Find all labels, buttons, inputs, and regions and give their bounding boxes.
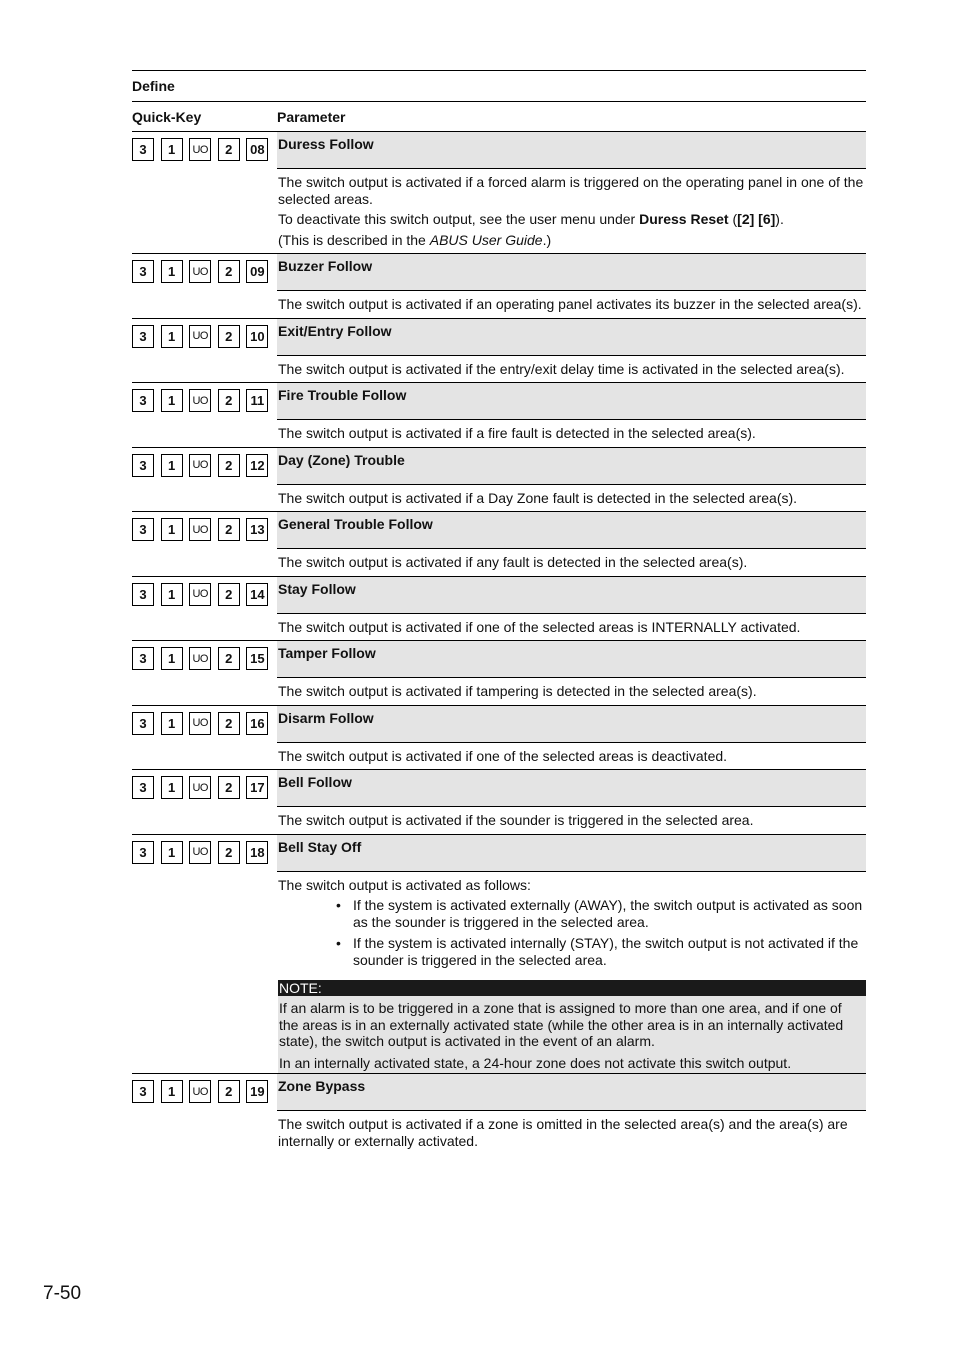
description-text: The switch output is activated if a fire fault is detected in the selected area(s).: [278, 425, 756, 441]
key-cap: 2: [218, 712, 240, 735]
key-cap: UO: [189, 325, 211, 348]
key-cap-code: 09: [246, 260, 268, 283]
parameter-table: [132, 70, 866, 1154]
menu-reference: Duress Reset: [639, 211, 729, 227]
bullet-item: • If the system is activated internally (STAY), the switch output is not activated if the sounder is triggered in the selected area.: [336, 935, 866, 968]
table-row: [132, 253, 866, 318]
key-cap: 3: [132, 712, 154, 735]
key-cap: 1: [161, 583, 183, 606]
key-cap: UO: [189, 138, 211, 161]
parameter-title: Stay Follow: [277, 577, 866, 614]
parameter-cell: [277, 319, 866, 383]
parameter-title: Disarm Follow: [277, 706, 866, 743]
key-cap: 3: [132, 841, 154, 864]
table-row: [132, 447, 866, 512]
key-cap: 1: [161, 138, 183, 161]
table-row: [132, 640, 866, 705]
table-row: [132, 318, 866, 383]
parameter-cell: [277, 577, 866, 641]
parameter-cell: [277, 448, 866, 512]
key-cap: 1: [161, 389, 183, 412]
parameter-title: Zone Bypass: [277, 1074, 866, 1111]
key-cap-code: 19: [246, 1080, 268, 1103]
key-cap: 3: [132, 776, 154, 799]
parameter-description: [277, 678, 866, 705]
key-cap: 1: [161, 647, 183, 670]
quick-key-sequence: [132, 383, 277, 447]
key-cap: 3: [132, 518, 154, 541]
key-cap: 3: [132, 325, 154, 348]
parameter-cell: [277, 132, 866, 253]
key-cap-code: 14: [246, 583, 268, 606]
key-cap: 3: [132, 583, 154, 606]
guide-reference: ABUS User Guide: [429, 231, 543, 248]
note-box: [278, 996, 866, 1073]
key-cap: 2: [218, 841, 240, 864]
quick-key-sequence: [132, 319, 277, 383]
key-cap-code: 18: [246, 841, 268, 864]
key-reference: [2] [6]: [737, 211, 776, 227]
parameter-title: Bell Follow: [277, 770, 866, 807]
parameter-title: Tamper Follow: [277, 641, 866, 678]
key-cap: 3: [132, 1080, 154, 1103]
key-cap-code: 13: [246, 518, 268, 541]
key-cap: UO: [189, 776, 211, 799]
text-run: .): [542, 231, 552, 248]
key-cap: UO: [189, 583, 211, 606]
description-text: The switch output is activated if the sounder is triggered in the selected area.: [278, 812, 754, 828]
text-run: (This is described in the: [278, 231, 430, 248]
parameter-title: Buzzer Follow: [277, 254, 866, 291]
description-text: [278, 232, 866, 249]
bullet-list: [336, 897, 866, 968]
key-cap: 2: [218, 260, 240, 283]
key-cap: 2: [218, 776, 240, 799]
key-cap: 2: [218, 325, 240, 348]
key-cap: 2: [218, 647, 240, 670]
text-run: (: [728, 211, 738, 227]
table-row: [132, 1073, 866, 1154]
key-cap: 1: [161, 260, 183, 283]
table-row: [132, 769, 866, 834]
key-cap: UO: [189, 712, 211, 735]
parameter-title: Exit/Entry Follow: [277, 319, 866, 356]
text-run: To deactivate this switch output, see the user menu under: [278, 211, 640, 227]
quick-key-sequence: [132, 706, 277, 770]
key-cap: UO: [189, 454, 211, 477]
define-header: [132, 70, 866, 101]
key-cap: 1: [161, 454, 183, 477]
key-cap: 2: [218, 389, 240, 412]
description-text: [278, 211, 866, 228]
key-cap-code: 11: [246, 389, 268, 412]
parameter-description: [277, 872, 866, 1074]
quick-key-sequence: [132, 641, 277, 705]
key-cap: 2: [218, 454, 240, 477]
description-text: The switch output is activated if tampering is detected in the selected area(s).: [278, 683, 757, 699]
parameter-header: Parameter: [277, 108, 346, 125]
key-cap: 2: [218, 1080, 240, 1103]
quick-key-sequence: [132, 448, 277, 512]
description-text: The switch output is activated if one of the selected areas is deactivated.: [278, 747, 728, 764]
page-number: 7-50: [43, 1283, 82, 1304]
key-cap-code: 17: [246, 776, 268, 799]
parameter-title: General Trouble Follow: [277, 512, 866, 549]
parameter-description: [277, 485, 866, 512]
key-cap: 1: [161, 518, 183, 541]
parameter-cell: [277, 1074, 866, 1154]
parameter-description: [277, 420, 866, 447]
key-cap: 1: [161, 712, 183, 735]
description-text: The switch output is activated if a forced alarm is triggered on the operating panel in one of the selected areas.: [278, 174, 864, 207]
note-label: NOTE:: [278, 980, 866, 996]
key-cap: 2: [218, 583, 240, 606]
key-cap: UO: [189, 841, 211, 864]
parameter-title: Day (Zone) Trouble: [277, 448, 866, 485]
parameter-cell: [277, 641, 866, 705]
quick-key-sequence: [132, 577, 277, 641]
define-label: Define: [132, 78, 175, 94]
key-cap: 3: [132, 260, 154, 283]
description-text: The switch output is activated if an operating panel activates its buzzer in the selected area(s).: [278, 296, 862, 312]
parameter-cell: [277, 770, 866, 834]
parameter-cell: [277, 706, 866, 770]
text-run: ).: [775, 211, 784, 227]
key-cap: UO: [189, 1080, 211, 1103]
quick-key-sequence: [132, 132, 277, 253]
description-text: The switch output is activated as follows:: [278, 876, 531, 893]
parameter-description: [277, 356, 866, 383]
description-text: The switch output is activated if a zone is omitted in the selected area(s) and the area(s) are internally or externally activated.: [278, 1116, 848, 1149]
description-text: The switch output is activated if any fault is detected in the selected area(s).: [278, 554, 748, 570]
parameter-title: Fire Trouble Follow: [277, 383, 866, 420]
key-cap: 1: [161, 841, 183, 864]
quick-key-sequence: [132, 254, 277, 318]
column-header: [132, 101, 866, 131]
key-cap: 3: [132, 647, 154, 670]
key-cap-code: 12: [246, 454, 268, 477]
note-text: In an internally activated state, a 24-hour zone does not activate this switch output.: [279, 1054, 792, 1071]
key-cap-code: 08: [246, 138, 268, 161]
table-row: [132, 576, 866, 641]
description-text: The switch output is activated if a Day Zone fault is detected in the selected area(s).: [278, 489, 798, 506]
key-cap-code: 16: [246, 712, 268, 735]
parameter-description: [277, 1111, 866, 1154]
table-row: [132, 834, 866, 1074]
parameter-cell: [277, 383, 866, 447]
parameter-description: [277, 549, 866, 576]
parameter-title: Duress Follow: [277, 132, 866, 169]
quick-key-sequence: [132, 770, 277, 834]
table-row: [132, 511, 866, 576]
quick-key-sequence: [132, 1074, 277, 1154]
parameter-description: [277, 291, 866, 318]
key-cap-code: 15: [246, 647, 268, 670]
parameter-cell: [277, 254, 866, 318]
parameter-title: Bell Stay Off: [277, 835, 866, 872]
quick-key-header: Quick-Key: [132, 108, 202, 125]
key-cap: UO: [189, 260, 211, 283]
quick-key-sequence: [132, 512, 277, 576]
key-cap: 1: [161, 325, 183, 348]
key-cap: 2: [218, 138, 240, 161]
table-row: [132, 705, 866, 770]
key-cap: 3: [132, 454, 154, 477]
key-cap: 2: [218, 518, 240, 541]
key-cap-code: 10: [246, 325, 268, 348]
quick-key-sequence: [132, 835, 277, 1074]
key-cap: UO: [189, 518, 211, 541]
parameter-description: [277, 614, 866, 641]
key-cap: 1: [161, 1080, 183, 1103]
description-text: The switch output is activated if one of the selected areas is INTERNALLY activated.: [278, 618, 801, 635]
key-cap: UO: [189, 389, 211, 412]
parameter-description: [277, 169, 866, 253]
key-cap: 3: [132, 389, 154, 412]
table-row: [132, 382, 866, 447]
parameter-cell: [277, 512, 866, 576]
parameter-description: [277, 807, 866, 834]
key-cap: UO: [189, 647, 211, 670]
parameter-description: [277, 743, 866, 770]
note-text: If an alarm is to be triggered in a zone that is assigned to more than one area, and if one of the areas is in an externally activated state (while the other area is in an internally activated state), the switch output is activated in the event of an alarm.: [279, 1000, 844, 1049]
key-cap: 1: [161, 776, 183, 799]
table-row: [132, 131, 866, 253]
parameter-cell: [277, 835, 866, 1074]
entries-list: [132, 131, 866, 1154]
bullet-item: • If the system is activated externally (AWAY), the switch output is activated as soon as the sounder is triggered in the selected area.: [336, 897, 866, 930]
key-cap: 3: [132, 138, 154, 161]
description-text: The switch output is activated if the entry/exit delay time is activated in the selected area(s).: [278, 360, 845, 377]
